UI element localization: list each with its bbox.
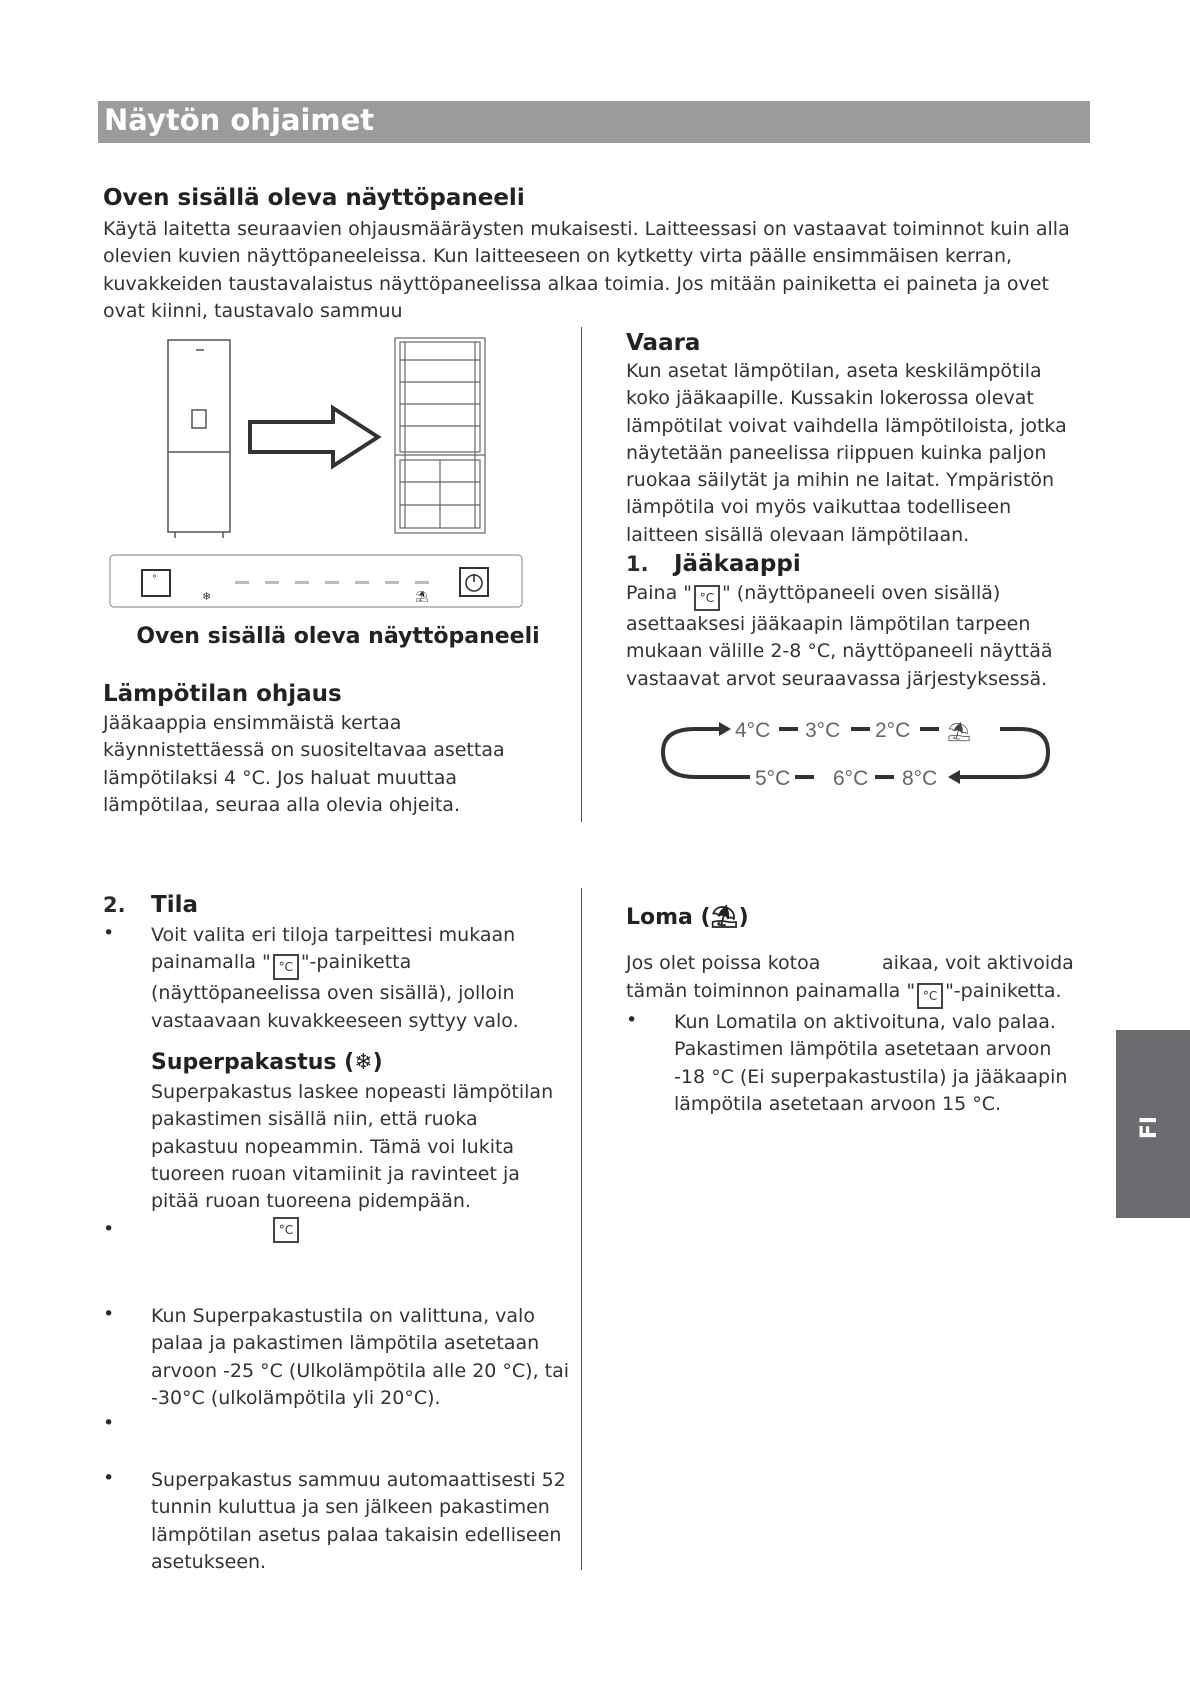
- holiday-bullet-text: Kun Lomatila on aktivoituna, valo palaa. Pakastimen lämpötila asetetaan arvoon -18 °C (Ei superpakastustila) ja jääkaapin lämpötila asetetaan arvoon 15 °C.: [674, 1011, 1068, 1115]
- bullet-icon: •: [103, 1412, 115, 1434]
- page-title: Näytön ohjaimet: [104, 103, 375, 137]
- snowflake-icon: ❄: [354, 1050, 373, 1075]
- bullet-icon: •: [103, 922, 115, 944]
- superfreeze-heading: [151, 1050, 383, 1075]
- temp-button-icon: °C: [694, 585, 720, 611]
- column-divider: [581, 327, 582, 822]
- holiday-icon: ⛱: [415, 590, 429, 603]
- mode-heading: Tila: [151, 892, 198, 918]
- display-panel-drawing: [110, 555, 522, 607]
- bullet-icon: •: [103, 1467, 115, 1489]
- svg-text:°: °: [152, 574, 157, 585]
- temp-control-text: Jääkaappia ensimmäistä kertaa käynnistettäessä on suositeltavaa asettaa lämpötilaksi 4 °C. Jos haluat muuttaa lämpötilaa, seuraa alla olevia ohjeita.: [103, 712, 505, 816]
- superfreeze-active-text: Kun Superpakastustila on valittuna, valo palaa ja pakastimen lämpötila asetetaan arvoon -25 °C (Ulkolämpötila alle 20 °C), tai -30°C (ulkolämpötila yli 20°C).: [151, 1305, 570, 1409]
- closed-fridge-drawing: [168, 340, 230, 538]
- fridge-text: [626, 580, 1086, 693]
- arrow-right-icon: [250, 408, 378, 466]
- mode-text-end: "-painiketta (näyttöpaneelissa oven sisällä), jolloin vastaavaan kuvakkeeseen syttyy valo.: [151, 951, 519, 1032]
- cycle-temp-top: 3°C: [805, 719, 841, 742]
- temp-button-icon: °C: [273, 954, 299, 980]
- mode-number: 2.: [103, 893, 126, 917]
- superfreeze-auto-off-text: Superpakastus sammuu automaattisesti 52 tunnin kuluttua ja sen jälkeen pakastimen lämpötilan asetus palaa takaisin edelliseen asetukseen.: [151, 1469, 566, 1573]
- figure-caption: Oven sisällä oleva näyttöpaneeli: [136, 624, 540, 649]
- fridge-illustration: [100, 330, 540, 620]
- column-divider: [581, 888, 582, 1570]
- holiday-text-end: "-painiketta.: [945, 980, 1062, 1002]
- temp-control-heading: Lämpötilan ohjaus: [103, 681, 342, 707]
- superfreeze-text: Superpakastus laskee nopeasti lämpötilan pakastimen sisällä niin, että ruoka pakastuu nopeammin. Tämä voi lukita tuoreen ruoan vitamiinit ja ravinteet ja pitää ruoan tuoreena pidempään.: [151, 1081, 554, 1213]
- fridge-text-end: " (näyttöpaneeli oven sisällä) asettaaksesi jääkaapin lämpötilan tarpeen mukaan välille 2-8 °C, näyttöpaneeli näyttää vastaavat arvot seuraavassa järjestyksessä.: [626, 582, 1053, 690]
- intro-paragraph: Käytä laitetta seuraavien ohjausmääräysten mukaisesti. Laitteessasi on vastaavat toiminnot kuin alla olevien kuvien näyttöpaneeleissa. Kun laitteeseen on kytketty virta päälle ensimmäisen kerran, kuvakkeiden taustavalaistus näyttöpaneelissa alkaa toimia. Jos mitään painiketta ei paineta ja ovet ovat kiinni, taustavalo sammuu: [103, 218, 1070, 322]
- snowflake-icon: ❄: [202, 590, 212, 603]
- language-tab: [1116, 1030, 1190, 1218]
- fridge-number: 1.: [626, 552, 649, 576]
- bullet-icon: •: [626, 1009, 638, 1031]
- language-tab-label: FI: [1137, 1115, 1163, 1140]
- cycle-temp-bottom: 5°C: [755, 767, 791, 790]
- holiday-icon: ⛱: [947, 721, 972, 743]
- mode-text-start: Voit valita eri tiloja tarpeittesi mukaan painamalla ": [151, 924, 516, 974]
- mode-bullet-text: [151, 922, 571, 1035]
- holiday-heading-end: ): [738, 905, 749, 930]
- holiday-heading-text: Loma (: [626, 905, 711, 930]
- holiday-icon: ⛱: [710, 905, 739, 930]
- section-heading: Oven sisällä oleva näyttöpaneeli: [103, 185, 525, 211]
- holiday-text-1b: aikaa, voit aktivoida: [882, 952, 1074, 974]
- warning-heading: Vaara: [626, 330, 701, 356]
- section-banner: [98, 101, 1090, 143]
- temperature-cycle-diagram: [655, 712, 1055, 792]
- cycle-temp-top: 4°C: [735, 719, 771, 742]
- bullet-icon: •: [103, 1218, 115, 1240]
- warning-text: Kun asetat lämpötilan, aseta keskilämpötila koko jääkaapille. Kussakin lokerossa olevat lämpötilat voivat vaihdella lämpötiloista, jotka näytetään paneelissa riippuen kuinka paljon ruokaa säilytät ja mihin ne laitat. Ympäristön lämpötila voi myös vaikuttaa todelliseen laitteen sisällä olevaan lämpötilaan.: [626, 360, 1067, 546]
- fridge-heading: Jääkaappi: [674, 551, 801, 577]
- open-fridge-drawing: [395, 338, 485, 533]
- temp-button-icon: °C: [917, 983, 943, 1009]
- cycle-temp-top: 2°C: [875, 719, 911, 742]
- holiday-text-2: [626, 978, 1086, 1009]
- holiday-text-1a: Jos olet poissa kotoa: [626, 952, 821, 974]
- cycle-temp-bottom: 6°C: [833, 767, 869, 790]
- superfreeze-heading-text: Superpakastus (: [151, 1050, 355, 1075]
- temp-button-icon: °C: [273, 1217, 299, 1243]
- fridge-text-start: Paina ": [626, 582, 692, 604]
- cycle-temp-bottom: 8°C: [902, 767, 938, 790]
- superfreeze-heading-end: ): [372, 1050, 383, 1075]
- holiday-heading: [626, 905, 749, 930]
- holiday-text-start: tämän toiminnon painamalla ": [626, 980, 916, 1002]
- bullet-icon: •: [103, 1303, 115, 1325]
